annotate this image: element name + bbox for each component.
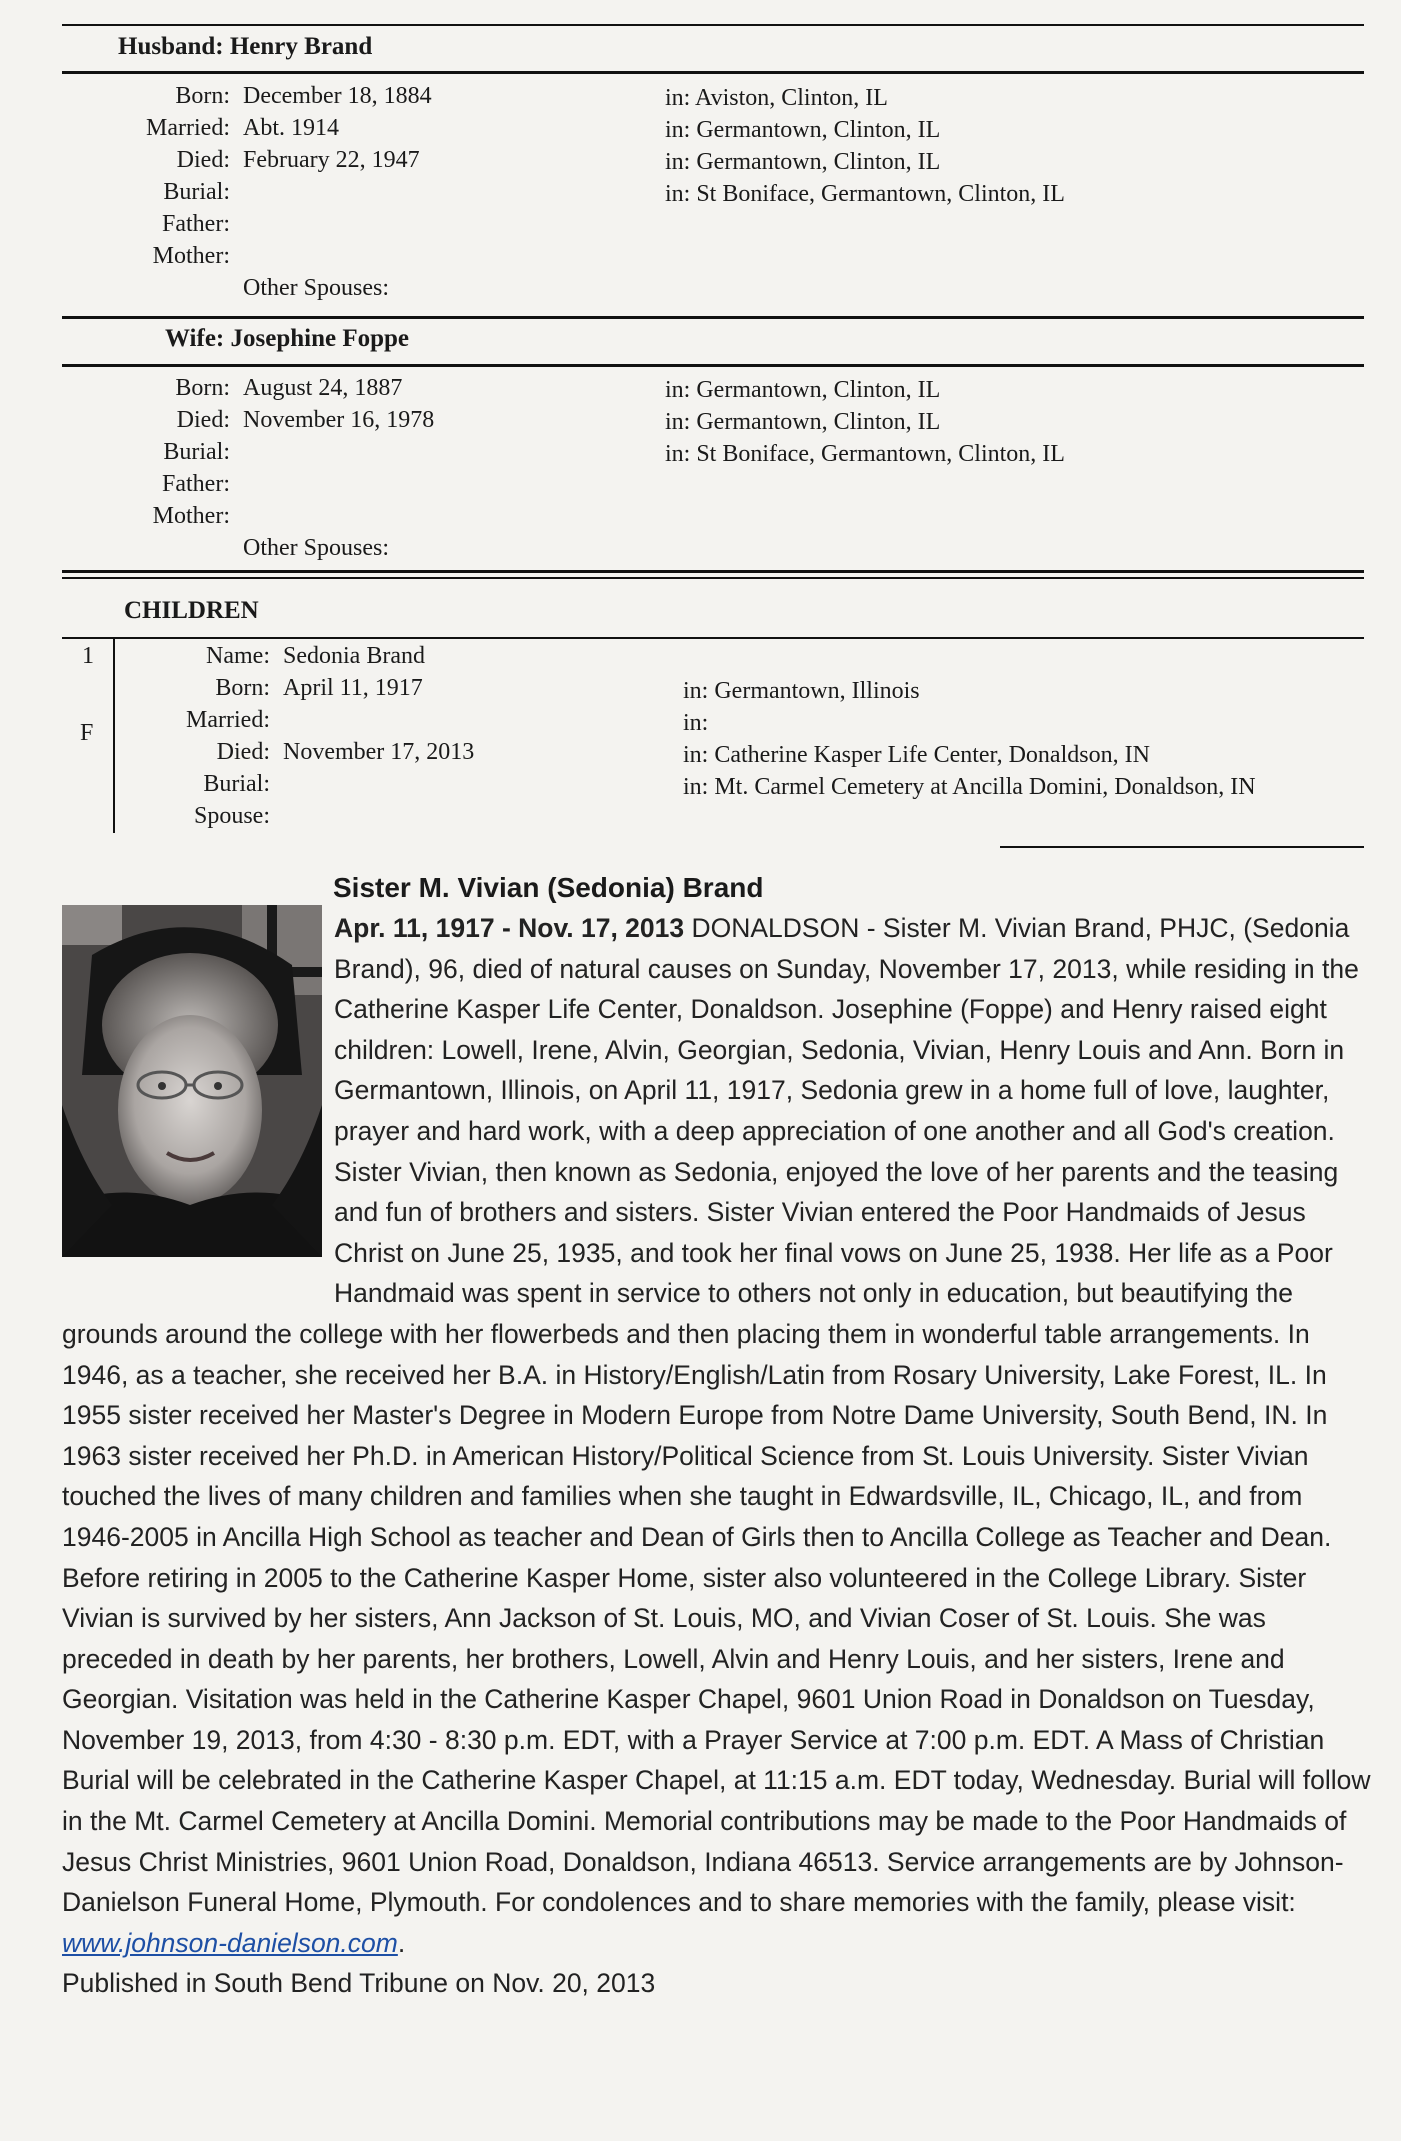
photo-spacer: [62, 908, 332, 1278]
wife-top-rule: [62, 316, 1364, 319]
children-top-rule-1: [62, 570, 1364, 573]
top-rule: [62, 24, 1364, 26]
children-title: CHILDREN: [124, 597, 259, 624]
child-number: 1: [82, 643, 94, 669]
husband-burial-place: in: St Boniface, Germantown, Clinton, IL: [665, 181, 1065, 207]
child-spouse-label: Spouse:: [193, 803, 270, 829]
wife-died-value: November 16, 1978: [243, 407, 435, 433]
husband-rule: [62, 71, 1364, 74]
husband-title: Husband: Henry Brand: [118, 33, 373, 60]
child-married-place: in:: [683, 710, 709, 736]
children-rule: [62, 637, 1364, 639]
wife-rule: [62, 364, 1364, 367]
children-top-rule-2: [62, 577, 1364, 579]
child-died-place: in: Catherine Kasper Life Center, Donaldson, IN: [683, 742, 1150, 768]
obituary-body: DONALDSON - Sister M. Vivian Brand, PHJC, (Sedonia Brand), 96, died of natural causes on Sunday, November 17, 2013, while residing in the Catherine Kasper Life Center, Donaldson. Josephine (Foppe) and Henry raised eight children: Lowell, Irene, Alvin, Georgian, Sedonia, Vivian, Henry Louis and Ann. Born in Germantown, Illinois, on April 11, 1917, Sedonia grew in a home full of love, laughter, prayer and hard work, with a deep appreciation of one another and all God's creation. Sister Vivian, then known as Sedonia, enjoyed the love of her parents and the teasing and fun of brothers and sisters. Sister Vivian entered the Poor Handmaids of Jesus Christ on June 25, 1935, and took her final vows on June 25, 1938. Her life as a Poor Handmaid was spent in service to others not only in education, but beautifying the grounds around the college with her flowerbeds and then placing them in wonderful table arrangements. In 1946, as a teacher, she received her B.A. in History/English/Latin from Rosary University, Lake Forest, IL. In 1955 sister received her Master's Degree in Modern Europe from Notre Dame University, South Bend, IN. In 1963 sister received her Ph.D. in American History/Political Science from St. Louis University. Sister Vivian touched the lives of many children and families when she taught in Edwardsville, IL, Chicago, IL, and from 1946-2005 in Ancilla High School as teacher and Dean of Girls then to Ancilla College as Teacher and Dean. Before retiring in 2005 to the Catherine Kasper Home, sister also volunteered in the College Library. Sister Vivian is survived by her sisters, Ann Jackson of St. Louis, MO, and Vivian Coser of St. Louis. She was preceded in death by her parents, her brothers, Lowell, Alvin and Henry Louis, and her sisters, Irene and Georgian. Visitation was held in the Catherine Kasper Chapel, 9601 Union Road in Donaldson on Tuesday, November 19, 2013, from 4:30 - 8:30 p.m. EDT, with a Prayer Service at 7:00 p.m. EDT. A Mass of Christian Burial will be celebrated in the Catherine Kasper Chapel, at 11:15 a.m. EDT today, Wednesday. Burial will follow in the Mt. Carmel Cemetery at Ancilla Domini. Memorial contributions may be made to the Poor Handmaids of Jesus Christ Ministries, 9601 Union Road, Donaldson, Indiana 46513. Service arrangements are by Johnson-Danielson Funeral Home, Plymouth. For condolences and to share memories with the family, please visit:: [62, 913, 1371, 1918]
funeral-home-link[interactable]: www.johnson-danielson.com: [62, 1927, 398, 1958]
husband-burial-label: Burial:: [163, 179, 230, 205]
wife-born-label: Born:: [175, 375, 230, 401]
wife-born-place: in: Germantown, Clinton, IL: [665, 377, 941, 403]
obituary-dates: Apr. 11, 1917 - Nov. 17, 2013: [334, 913, 685, 943]
children-column-divider: [113, 637, 115, 833]
child-sex: F: [80, 720, 94, 746]
husband-mother-label: Mother:: [152, 243, 230, 269]
wife-mother-label: Mother:: [152, 503, 230, 529]
husband-other-spouses: Other Spouses:: [243, 275, 389, 301]
child-died-value: November 17, 2013: [283, 739, 475, 765]
link-period: .: [397, 1927, 406, 1958]
obituary-heading: Sister M. Vivian (Sedonia) Brand: [333, 872, 764, 903]
wife-father-label: Father:: [162, 471, 230, 497]
child-name-value: Sedonia Brand: [283, 643, 425, 669]
published-line: Published in South Bend Tribune on Nov. 20, 2013: [62, 1968, 656, 1999]
child-burial-label: Burial:: [203, 771, 270, 797]
wife-other-spouses: Other Spouses:: [243, 535, 389, 561]
obituary-text: [62, 908, 1372, 2004]
child-born-place: in: Germantown, Illinois: [683, 678, 920, 704]
child-born-value: April 11, 1917: [283, 675, 423, 701]
husband-father-label: Father:: [162, 211, 230, 237]
husband-born-value: December 18, 1884: [243, 83, 432, 109]
husband-married-place: in: Germantown, Clinton, IL: [665, 117, 941, 143]
child-burial-place: in: Mt. Carmel Cemetery at Ancilla Domini, Donaldson, IN: [683, 774, 1256, 800]
husband-married-label: Married:: [146, 115, 230, 141]
wife-born-value: August 24, 1887: [243, 375, 403, 401]
husband-married-value: Abt. 1914: [243, 115, 339, 141]
husband-died-label: Died:: [176, 147, 230, 173]
husband-born-place: in: Aviston, Clinton, IL: [665, 85, 888, 111]
child-born-label: Born:: [215, 675, 270, 701]
husband-born-label: Born:: [175, 83, 230, 109]
child-died-label: Died:: [216, 739, 270, 765]
children-bottom-rule: [1000, 846, 1364, 848]
child-married-label: Married:: [186, 707, 270, 733]
wife-burial-label: Burial:: [163, 439, 230, 465]
wife-died-label: Died:: [176, 407, 230, 433]
wife-title: Wife: Josephine Foppe: [165, 325, 409, 352]
husband-died-place: in: Germantown, Clinton, IL: [665, 149, 941, 175]
wife-died-place: in: Germantown, Clinton, IL: [665, 409, 941, 435]
husband-died-value: February 22, 1947: [243, 147, 420, 173]
wife-burial-place: in: St Boniface, Germantown, Clinton, IL: [665, 441, 1065, 467]
child-name-label: Name:: [206, 643, 270, 669]
